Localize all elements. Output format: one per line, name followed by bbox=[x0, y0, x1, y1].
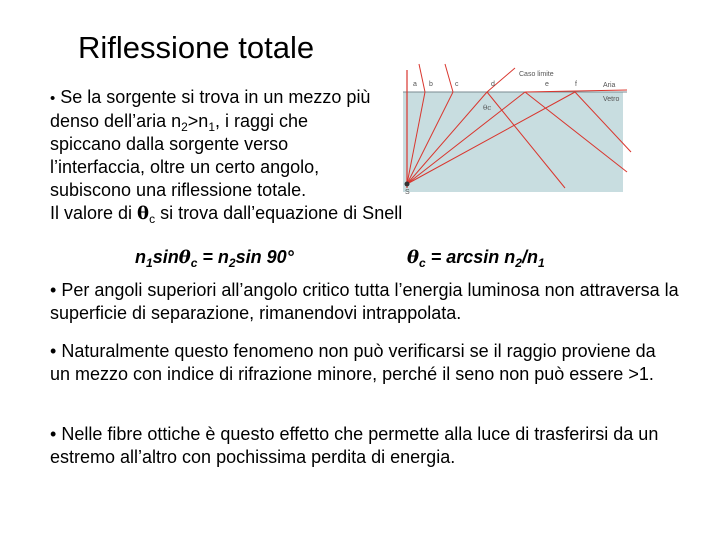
text: si trova dall’equazione di Snell bbox=[155, 203, 403, 223]
ray-letter-b: b bbox=[429, 81, 433, 88]
ray-d-out bbox=[487, 68, 515, 92]
line-1 bbox=[50, 86, 402, 110]
line-3: spiccano dalla sorgente verso bbox=[50, 134, 289, 154]
subscript: 2 bbox=[181, 120, 188, 134]
text: Se la sorgente si trova in un mezzo più bbox=[60, 87, 371, 107]
bullet: • bbox=[50, 280, 57, 300]
theta-symbol: θ bbox=[407, 247, 420, 268]
eq-sub: 2 bbox=[228, 256, 236, 270]
line-4: l’interfaccia, oltre un certo angolo, bbox=[50, 157, 320, 177]
eq-sub: c bbox=[419, 256, 426, 270]
eq-part: = arcsin n bbox=[425, 247, 516, 267]
ray-letter-a: a bbox=[413, 81, 417, 88]
caso-limite-label: Caso limite bbox=[519, 71, 554, 78]
text: denso dell’aria n bbox=[50, 111, 182, 131]
text: Nelle fibre ottiche è questo effetto che permette alla luce di trasferirsi da un estremo all’altro con pochissima perdita di energia. bbox=[50, 424, 659, 467]
glass-medium bbox=[403, 92, 623, 192]
bullet: • bbox=[50, 424, 57, 444]
equation-snell bbox=[135, 247, 294, 268]
ray-c-out bbox=[445, 64, 453, 92]
eq-part: n bbox=[135, 247, 146, 267]
bullet: • bbox=[50, 90, 56, 107]
eq-part: = n bbox=[197, 247, 229, 267]
theta-symbol: θ bbox=[137, 203, 150, 224]
eq-sub: 1 bbox=[537, 256, 545, 270]
line-5: subiscono una riflessione totale. bbox=[50, 180, 307, 200]
paragraph-critical-angle bbox=[50, 279, 680, 325]
paragraph-optical-fibers bbox=[50, 423, 680, 469]
ray-letter-c: c bbox=[455, 81, 459, 88]
text: Per angoli superiori all’angolo critico tutta l’energia luminosa non attraversa la superficie di separazione, rimanendovi intrappolata. bbox=[50, 280, 679, 323]
eq-sub: 1 bbox=[146, 256, 153, 270]
ray-letter-e: e bbox=[545, 81, 549, 88]
source-label: S bbox=[405, 189, 410, 195]
line-2 bbox=[50, 110, 402, 133]
text: >n bbox=[187, 111, 209, 131]
subscript: 1 bbox=[208, 120, 215, 134]
text: Naturalmente questo fenomeno non può verificarsi se il raggio proviene da un mezzo con indice di rifrazione minore, perché il seno non può essere >1. bbox=[50, 341, 656, 384]
theta-c-label: θc bbox=[483, 104, 492, 112]
eq-part: sin 90° bbox=[235, 247, 294, 267]
aria-label: Aria bbox=[603, 82, 616, 89]
bullet: • bbox=[50, 341, 57, 361]
total-reflection-figure bbox=[395, 60, 640, 195]
subscript: c bbox=[149, 212, 156, 226]
line-6 bbox=[50, 202, 402, 225]
eq-part: /n bbox=[521, 247, 538, 267]
eq-sub: c bbox=[190, 256, 198, 270]
ray-b-out bbox=[419, 64, 425, 92]
eq-sub: 2 bbox=[515, 256, 522, 270]
equation-critical-angle bbox=[407, 247, 545, 268]
text: Il valore di bbox=[50, 203, 138, 223]
slide-title: Riflessione totale bbox=[78, 30, 315, 65]
text: , i raggi che bbox=[215, 111, 309, 131]
vetro-label: Vetro bbox=[603, 96, 620, 103]
ray-letter-f: f bbox=[575, 81, 577, 88]
theta-symbol: θ bbox=[178, 247, 191, 268]
source-point bbox=[405, 182, 410, 187]
ray-letter-d: d bbox=[491, 81, 495, 88]
paragraph-index-condition bbox=[50, 340, 680, 386]
paragraph-source-denser-medium bbox=[50, 86, 402, 225]
eq-part: sin bbox=[152, 247, 179, 267]
